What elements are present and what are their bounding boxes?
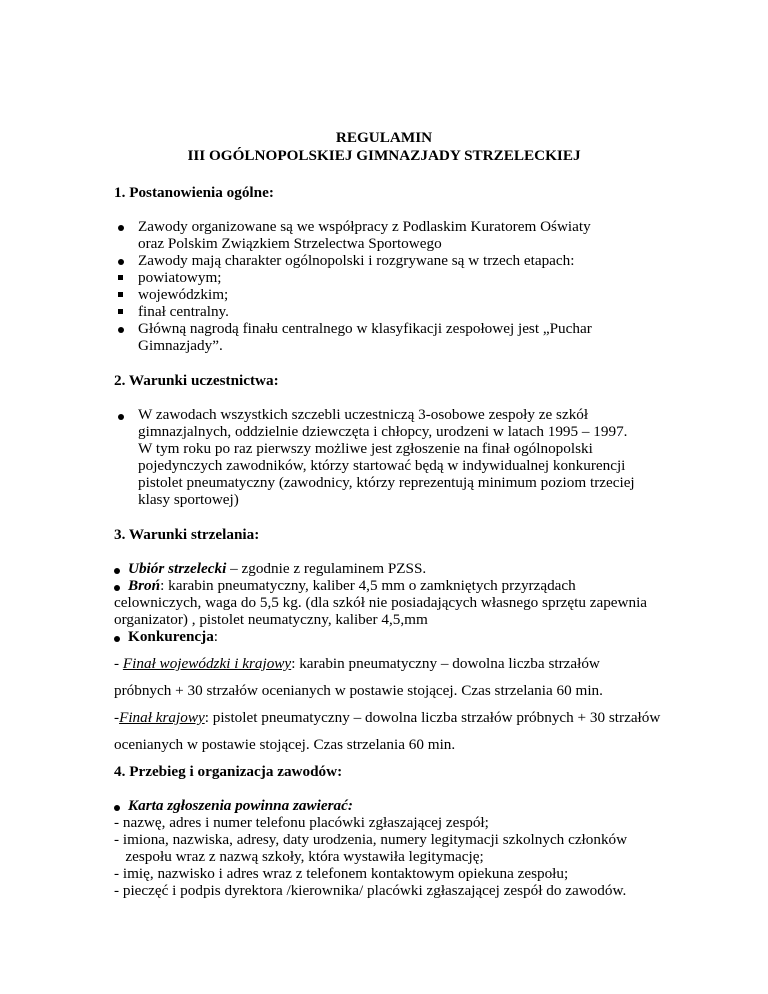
s1-bullet3-line1: Główną nagrodą finału centralnego w klasyfikacji zespołowej jest „Puchar — [138, 320, 592, 337]
s4-line: - pieczęć i podpis dyrektora /kierownika/ placówki zgłaszającej zespół do zawodów. — [114, 882, 627, 899]
square-bullet-icon — [118, 309, 123, 314]
s3-bullet3-text: : — [213, 628, 219, 645]
s3-bullet1-text: – zgodnie z regulaminem PZSS. — [226, 560, 427, 577]
section-4-heading: 4. Przebieg i organizacja zawodów: — [114, 763, 343, 780]
bullet-icon — [118, 259, 124, 265]
s2-line: pistolet pneumatyczny (zawodnicy, którzy reprezentują minimum poziom trzeciej — [138, 474, 635, 491]
s4-bullet1-label: Karta zgłoszenia powinna zawierać: — [128, 797, 353, 814]
s4-line: - nazwę, adres i numer telefonu placówki zgłaszającej zespół; — [114, 814, 489, 831]
s3-bullet1-label: Ubiór strzelecki — [128, 560, 227, 577]
s1-stage-item: finał centralny. — [138, 303, 229, 320]
section-2-heading: 2. Warunki uczestnictwa: — [114, 372, 279, 389]
s3-final2-line2: ocenianych w postawie stojącej. Czas strzelania 60 min. — [114, 736, 456, 753]
bullet-icon — [118, 327, 124, 333]
s2-line: W tym roku po raz pierwszy możliwe jest zgłoszenie na finał ogólnopolski — [138, 440, 593, 457]
s1-bullet1-line1: Zawody organizowane są we współpracy z Podlaskim Kuratorem Oświaty — [138, 218, 591, 235]
bullet-icon — [114, 568, 120, 574]
bullet-icon — [114, 585, 120, 591]
bullet-icon — [118, 225, 124, 231]
s4-line: - imię, nazwisko i adres wraz z telefonem kontaktowym opiekuna zespołu; — [114, 865, 569, 882]
s3-bullet2-line2: celowniczych, waga do 5,5 kg. (dla szkół nie posiadających własnego sprzętu zapewnia — [114, 594, 648, 611]
s2-line: klasy sportowej) — [138, 491, 239, 508]
s3-final2 — [114, 709, 660, 727]
s3-final1-text: : karabin pneumatyczny – dowolna liczba strzałów — [291, 655, 600, 672]
s1-stage-item: wojewódzkim; — [138, 286, 229, 303]
bullet-icon — [118, 414, 124, 420]
s2-line: gimnazjalnych, oddzielnie dziewczęta i chłopcy, urodzeni w latach 1995 – 1997. — [138, 423, 628, 440]
s3-bullet2-text: : karabin pneumatyczny, kaliber 4,5 mm o zamkniętych przyrządach — [160, 577, 576, 594]
s1-stage-item: powiatowym; — [138, 269, 222, 286]
s3-bullet3 — [128, 628, 218, 646]
s3-bullet2 — [128, 577, 576, 595]
s3-final2-text: : pistolet pneumatyczny – dowolna liczba strzałów próbnych + 30 strzałów — [204, 709, 661, 726]
section-1-heading: 1. Postanowienia ogólne: — [114, 184, 274, 201]
square-bullet-icon — [118, 292, 123, 297]
section-3-heading: 3. Warunki strzelania: — [114, 526, 260, 543]
s3-bullet2-label: Broń — [128, 577, 161, 594]
bullet-icon — [114, 805, 120, 811]
s3-bullet2-line3: organizator) , pistolet neumatyczny, kaliber 4,5,mm — [114, 611, 428, 628]
s2-line: pojedynczych zawodników, którzy startować będą w indywidualnej konkurencji — [138, 457, 626, 474]
doc-title-line1: REGULAMIN — [335, 129, 433, 146]
s1-bullet3-line2: Gimnazjady”. — [138, 337, 223, 354]
s2-line: W zawodach wszystkich szczebli uczestniczą 3-osobowe zespoły ze szkół — [138, 406, 589, 423]
s3-final1 — [114, 655, 600, 673]
s1-bullet1-line2: oraz Polskim Związkiem Strzelectwa Sportowego — [138, 235, 442, 252]
s4-line: zespołu wraz z nazwą szkoły, która wystawiła legitymację; — [114, 848, 484, 865]
s3-bullet3-label: Konkurencja — [128, 628, 214, 645]
s1-bullet2: Zawody mają charakter ogólnopolski i rozgrywane są w trzech etapach: — [138, 252, 575, 269]
s3-bullet1 — [128, 560, 426, 578]
doc-title-line2: III OGÓLNOPOLSKIEJ GIMNAZJADY STRZELECKIEJ — [187, 147, 581, 164]
square-bullet-icon — [118, 275, 123, 280]
s3-final1-label: Finał wojewódzki i krajowy — [122, 655, 292, 672]
s4-line: - imiona, nazwiska, adresy, daty urodzenia, numery legitymacji szkolnych członków — [114, 831, 628, 848]
s3-final1-prefix: - — [114, 655, 123, 672]
s3-final2-label: Finał krajowy — [119, 709, 205, 726]
s3-final2-prefix: - — [114, 709, 120, 726]
s3-final1-line2: próbnych + 30 strzałów ocenianych w postawie stojącej. Czas strzelania 60 min. — [114, 682, 603, 699]
bullet-icon — [114, 636, 120, 642]
